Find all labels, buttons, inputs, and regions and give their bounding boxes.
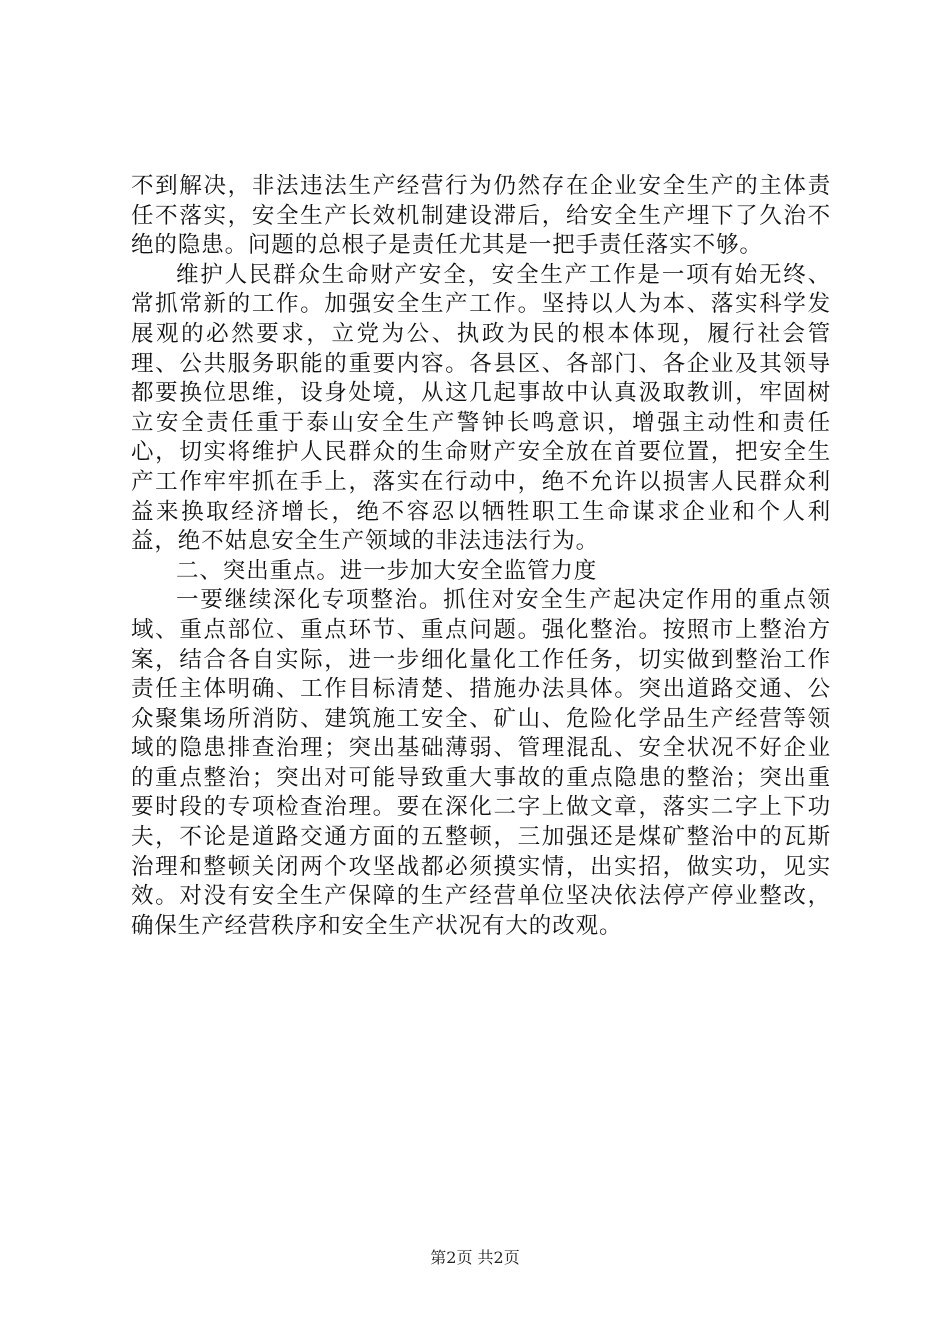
paragraph-special-rectification: 一要继续深化专项整治。抓住对安全生产起决定作用的重点领域、重点部位、重点环节、重点问题。强化整治。按照市上整治方案，结合各自实际，进一步细化量化工作任务，切实做到整治工作责任主体明确、工作目标清楚、措施办法具体。突出道路交通、公众聚集场所消防、建筑施工安全、矿山、危险化学品生产经营等领域的隐患排查治理；突出基础薄弱、管理混乱、安全状况不好企业的重点整治；突出对可能导致重大事故的重点隐患的整治；突出重要时段的专项检查治理。要在深化二字上做文章，落实二字上下功夫，不论是道路交通方面的五整顿，三加强还是煤矿整治中的瓦斯治理和整顿关闭两个攻坚战都必须摸实情，出实招，做实功，见实效。对没有安全生产保障的生产经营单位坚决依法停产停业整改，确保生产经营秩序和安全生产状况有大的改观。 <box>131 587 831 939</box>
page-footer: 第2页 共2页 <box>430 1248 520 1267</box>
section-heading-two: 二、突出重点。进一步加大安全监管力度 <box>176 557 598 584</box>
paragraph-safety-responsibility: 维护人民群众生命财产安全，安全生产工作是一项有始无终、常抓常新的工作。加强安全生产工作。坚持以人为本、落实科学发展观的必然要求，立党为公、执政为民的根本体现，履行社会管理、公共服务职能的重要内容。各县区、各部门、各企业及其领导都要换位思维，设身处境，从这几起事故中认真汲取教训，牢固树立安全责任重于泰山安全生产警钟长鸣意识，增强主动性和责任心，切实将维护人民群众的生命财产安全放在首要位置，把安全生产工作牢牢抓在手上，落实在行动中，绝不允许以损害人民群众利益来换取经济增长，绝不容忍以牺牲职工生命谋求企业和个人利益，绝不姑息安全生产领域的非法违法行为。 <box>131 261 831 555</box>
paragraph-continuation: 不到解决，非法违法生产经营行为仍然存在企业安全生产的主体责任不落实，安全生产长效机制建设滞后，给安全生产埋下了久治不绝的隐患。问题的总根子是责任尤其是一把手责任落实不够。 <box>131 173 831 259</box>
document-body <box>131 172 831 941</box>
